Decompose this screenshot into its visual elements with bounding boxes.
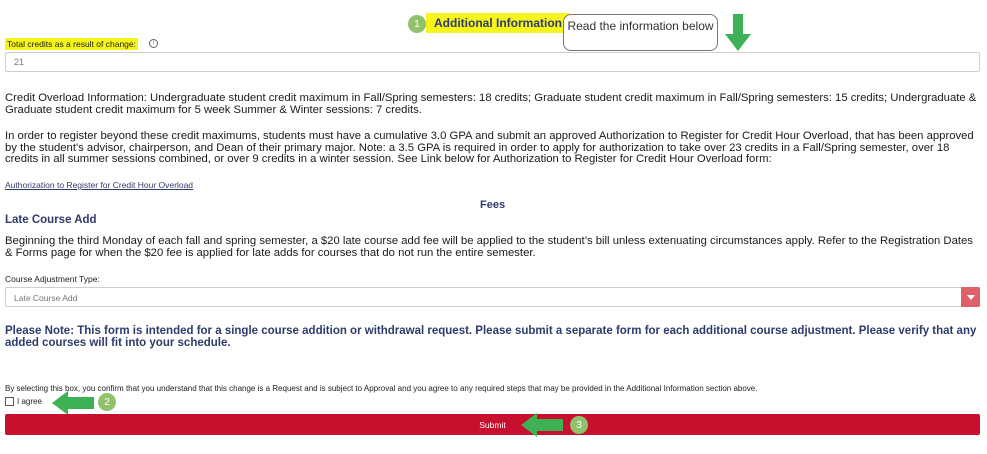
info-icon[interactable]: i [149,39,158,48]
overload-authorization-link[interactable]: Authorization to Register for Credit Hour Overload [5,180,194,190]
submit-arrow-icon [521,413,563,437]
credit-overload-info: Credit Overload Information: Undergraduate student credit maximum in Fall/Spring semesters: 18 credits; Graduate student credit maximum in Fall/Spring semesters: 15 credits; Undergraduate & Graduate student credit maximum for 5 week Summer & Winter sessions: 7 credits. [5,92,977,116]
read-info-callout: Read the information below [563,14,718,51]
total-credits-label-text: Total credits as a result of change: [7,39,136,49]
left-arrow-icon [52,391,94,415]
fees-heading: Fees [480,199,506,211]
course-adjustment-select[interactable] [5,287,980,307]
submit-button[interactable]: Submit [5,414,980,435]
down-arrow-icon [724,14,752,52]
dropdown-caret-icon[interactable] [961,287,980,307]
course-adjustment-label: Course Adjustment Type: [5,274,100,284]
agree-checkbox[interactable] [5,397,14,406]
overload-requirements: In order to register beyond these credit maximums, students must have a cumulative 3.0 GPA and submit an approved Authorization to Register for Credit Hour Overload, that has been approved by the student's advisor, chairperson, and Dean of their primary major. Note: a 3.5 GPA is required in order to apply for authorization to take over 23 credits in a Fall/Spring semester, over 18 credits in all summer sessions combined, or over 9 credits in a winter session. See Link below for Authorization to Register for Credit Hour Overload form: [5,130,974,165]
step-3-badge: 3 [570,416,588,434]
step-1-badge: 1 [408,15,426,33]
course-adjustment-value: Late Course Add [14,293,78,303]
late-course-add-info: Beginning the third Monday of each fall and spring semester, a $20 late course add fee will be applied to the student’s bill unless extenuating circumstances apply. Refer to the Registration Dates & Forms page for when the $20 fee is applied for late adds for courses that do not run the entire semester. [5,235,973,259]
agree-label[interactable]: I agree [17,397,42,406]
please-note-text: Please Note: This form is intended for a single course addition or withdrawal request. Please submit a separate form for each additional course adjustment. Please verify that any added courses will fit into your schedule. [5,325,977,349]
late-course-add-heading: Late Course Add [5,214,97,226]
step-2-badge: 2 [98,393,116,411]
consent-text: By selecting this box, you confirm that you understand that this change is a Request and is subject to Approval and you agree to any required steps that may be provided in the Additional Information section above. [5,384,758,393]
section-title: Additional Information [426,13,570,33]
total-credits-field[interactable]: 21 [5,52,980,72]
total-credits-label [5,38,138,50]
